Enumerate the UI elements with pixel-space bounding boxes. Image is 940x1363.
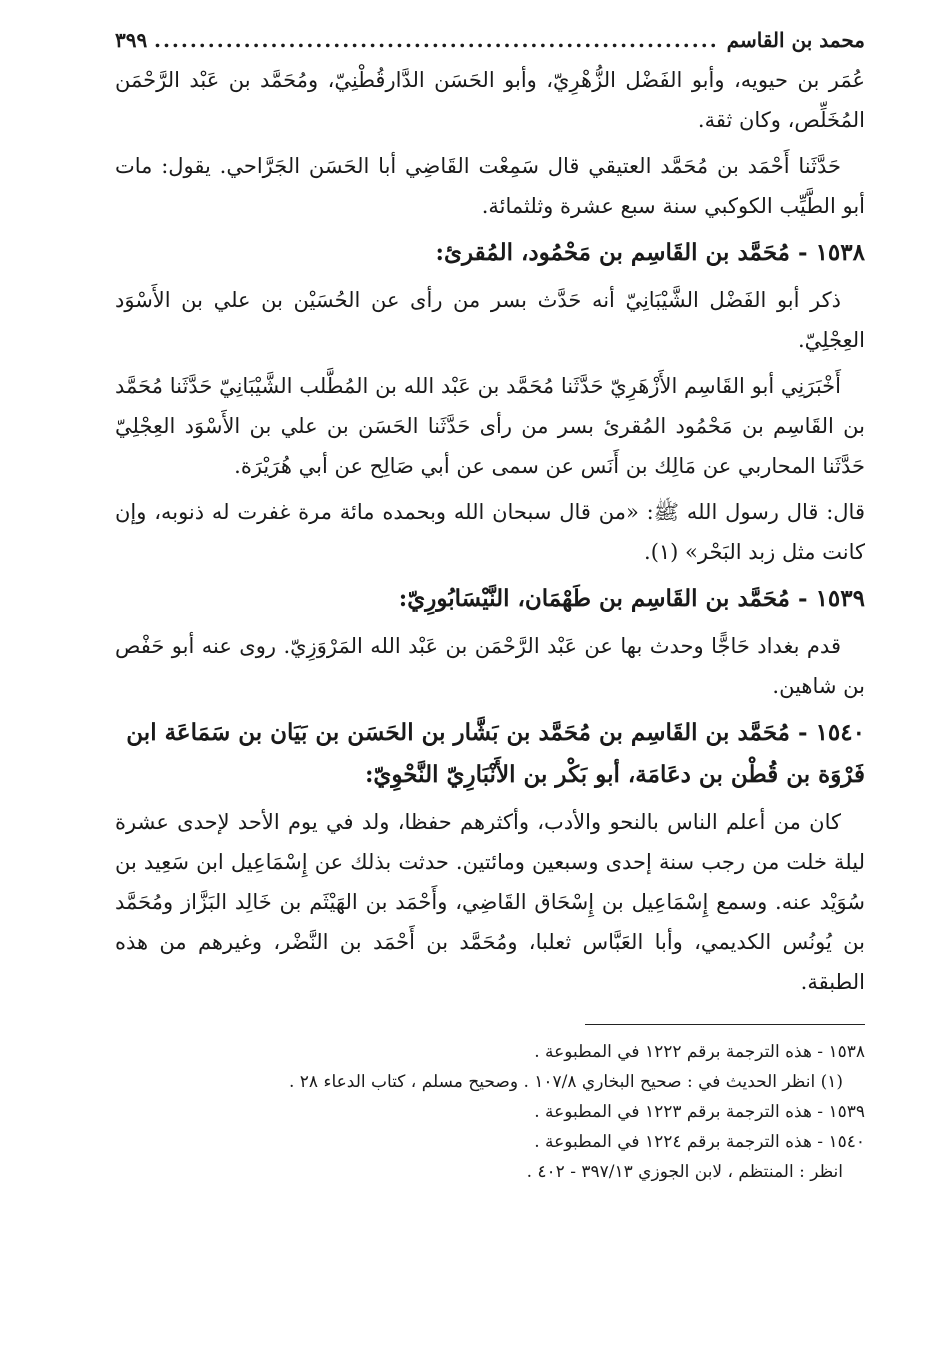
footnote: ١٥٣٨ - هذه الترجمة برقم ١٢٢٢ في المطبوعة . xyxy=(534,1042,865,1062)
paragraph: عُمَر بن حيويه، وأبو الفَضْل الزُّهْرِيّ، وأبو الحَسَن الدَّارقُطْنِيّ، ومُحَمَّد بن عَبْد الرَّحْمَن المُخَلِّص، وكان ثقة. xyxy=(115,68,865,132)
footnote: (١) انظر الحديث في : صحيح البخاري ١٠٧/٨ . وصحيح مسلم ، كتاب الدعاء ٢٨ . xyxy=(288,1072,843,1092)
entry-title: مُحَمَّد بن القَاسِم بن مَحْمُود، المُقرئ: xyxy=(435,239,791,266)
entry-number: ١٥٣٨ - xyxy=(798,239,865,266)
footnote-divider xyxy=(585,1024,865,1025)
page xyxy=(115,28,865,1187)
entry-number: ١٥٤٠ - xyxy=(798,719,865,746)
footnote: ١٥٣٩ - هذه الترجمة برقم ١٢٢٣ في المطبوعة . xyxy=(534,1102,865,1122)
running-header xyxy=(115,28,865,60)
entry-heading-1539 xyxy=(115,578,865,620)
footnote: انظر : المنتظم ، لابن الجوزي ٣٩٧/١٣ - ٤٠٢ . xyxy=(526,1162,843,1182)
entry-title: مُحَمَّد بن القَاسِم بن مُحَمَّد بن بَشَّار بن الحَسَن بن بَيَان بن سَمَاعَة ابن فَرْوَة بن قُطْن بن دعَامَة، أبو بَكْر بن الأَنْبَارِيّ النَّحْوِيّ: xyxy=(126,719,865,788)
paragraph: حَدَّثَنا أَحْمَد بن مُحَمَّد العتيقي قال سَمِعْت القَاضِي أبا الحَسَن الجَرَّاحي. يقول: مات أبو الطَّيِّب الكوكبي سنة سبع عشرة وثلثمائة. xyxy=(115,154,865,218)
page-number: ٣٩٩ xyxy=(115,28,148,52)
running-title: محمد بن القاسم xyxy=(726,28,865,52)
paragraph: ذكر أبو الفَضْل الشَّيْبَانِيّ أنه حَدَّث بسر من رأى عن الحُسَيْن بن علي بن الأَسْوَد العِجْلِيّ. xyxy=(115,288,865,352)
entry-number: ١٥٣٩ - xyxy=(798,585,865,612)
paragraph: كان من أعلم الناس بالنحو والأدب، وأكثرهم حفظا، ولد في يوم الأحد لإحدى عشرة ليلة خلت من رجب سنة إحدى وسبعين ومائتين. حدثت بذلك عن إِسْمَاعِيل ابن سَعِيد بن سُوَيْد عنه. وسمع إِسْمَاعِيل بن إِسْحَاق القَاضِي، وأَحْمَد بن الهَيْثَم بن خَالِد البَزَّاز ومُحَمَّد بن يُونُس الكديمي، وأبا العَبَّاس ثعلبا، ومُحَمَّد بن أَحْمَد بن النَّضْر، وغيرهم من هذه الطبقة. xyxy=(115,810,865,994)
entry-heading-1540 xyxy=(115,712,865,796)
paragraph: قدم بغداد حَاجًّا وحدث بها عن عَبْد الرَّحْمَن بن عَبْد الله المَرْوَزِيّ. روى عنه أبو حَفْص بن شاهين. xyxy=(115,634,865,698)
leader-dots xyxy=(155,28,718,52)
paragraph: أَخْبَرَنِي أبو القَاسِم الأَزْهَرِيّ حَدَّثَنا مُحَمَّد بن عَبْد الله بن المُطَّلب الشَّيْبَانِيّ حَدَّثَنا مُحَمَّد بن القَاسِم بن مَحْمُود المُقرئ بسر من رأى حَدَّثَنا الحَسَن بن علي بن الأَسْوَد العِجْلِيّ حَدَّثَنا المحاربي عن مَالِك بن أَنَس عن سمى عن أبي صَالِح عن أبي هُرَيْرَة. xyxy=(115,374,865,478)
entry-heading-1538 xyxy=(115,232,865,274)
footnotes xyxy=(115,1037,865,1187)
paragraph: قال: قال رسول الله ﷺ: «من قال سبحان الله وبحمده مائة مرة غفرت له ذنوبه، وإن كانت مثل زبد البَحْر» (١). xyxy=(115,500,865,564)
entry-title: مُحَمَّد بن القَاسِم بن طَهْمَان، النَّيْسَابُورِيّ: xyxy=(398,585,791,612)
footnote: ١٥٤٠ - هذه الترجمة برقم ١٢٢٤ في المطبوعة . xyxy=(534,1132,865,1152)
